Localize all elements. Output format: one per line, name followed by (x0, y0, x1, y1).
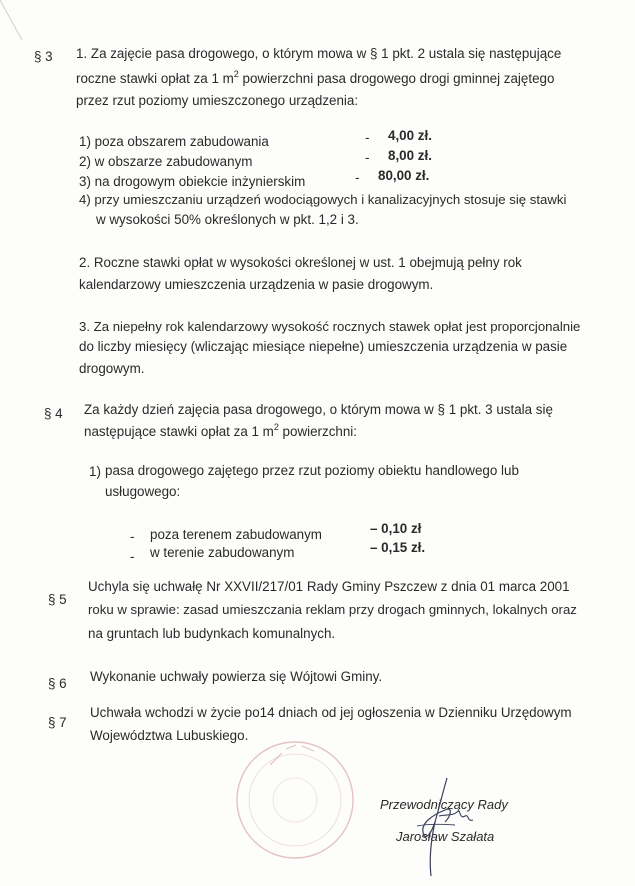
s4-item-1-number: 1) (89, 464, 101, 479)
s3-paragraph-2-line-1: 2. Roczne stawki opłat w wysokości określonej w ust. 1 obejmują pełny rok (79, 255, 522, 270)
s3-item-2-dash: - (365, 150, 370, 165)
page-corner-mark (0, 0, 40, 40)
s5-line-2: roku w sprawie: zasad umieszczania reklam przy drogach gminnych, lokalnych oraz (88, 602, 577, 617)
s3-paragraph-3-line-3: drogowym. (79, 361, 145, 376)
s4-item-1-line-2: usługowego: (105, 484, 181, 499)
signature-name: Jarosław Szałata (396, 829, 495, 844)
s4-sub-1-label: poza terenem zabudowanym (150, 527, 322, 542)
s3-paragraph-1-line-2 (76, 69, 555, 86)
s3-item-1-value: 4,00 zł. (388, 128, 432, 143)
section-4-label: § 4 (44, 406, 63, 421)
section-6-label: § 6 (48, 676, 67, 691)
s4-sub-1-value: – 0,10 zł (370, 521, 422, 536)
s4-line-2-text-cont: powierzchni: (278, 424, 357, 439)
s3-item-4-line-2: w wysokości 50% określonych w pkt. 1,2 i 3. (96, 212, 359, 227)
section-7-label: § 7 (48, 715, 67, 730)
s3-paragraph-1-line-3: przez rzut poziomy umieszczonego urządzenia: (76, 93, 359, 108)
section-5-label: § 5 (48, 592, 67, 607)
s7-line-2: Województwa Lubuskiego. (90, 728, 249, 743)
s3-p1-text: roczne stawki opłat za 1 m (76, 71, 234, 86)
s4-sub-1-bullet: - (130, 529, 135, 544)
signature-title: Przewodniczący Rady (380, 797, 508, 812)
s4-item-1-line-1: pasa drogowego zajętego przez rzut poziomy obiektu handlowego lub (105, 463, 519, 478)
section-3-label: § 3 (34, 49, 53, 64)
s3-p1-text-cont: powierzchni pasa drogowego drogi gminnej zajętego (238, 71, 555, 86)
s3-p1-superscript: 2 (233, 69, 239, 79)
s4-superscript: 2 (273, 422, 279, 432)
official-stamp-icon (230, 735, 360, 865)
s3-paragraph-3-line-2: do liczby miesięcy (wliczając miesiące niepełne) umieszczenia urządzenia w pasie (79, 339, 568, 354)
handwritten-signature-icon (395, 770, 485, 880)
s6-line: Wykonanie uchwały powierza się Wójtowi Gminy. (90, 669, 383, 684)
s4-sub-2-bullet: - (130, 549, 135, 564)
s3-item-3-dash: - (355, 170, 360, 185)
s4-sub-2-label: w terenie zabudowanym (150, 545, 295, 560)
s4-line-2-text: następujące stawki opłat za 1 m (84, 424, 274, 439)
s3-item-2-label: 2) w obszarze zabudowanym (79, 154, 253, 169)
s7-line-1: Uchwała wchodzi w życie po14 dniach od jej ogłoszenia w Dzienniku Urzędowym (90, 705, 572, 720)
s3-item-4-line-1: 4) przy umieszczaniu urządzeń wodociągowych i kanalizacyjnych stosuje się stawki (79, 192, 567, 207)
s3-paragraph-2-line-2: kalendarzowy umieszczenia urządzenia w pasie drogowym. (79, 277, 434, 292)
s3-item-2-value: 8,00 zł. (388, 148, 432, 163)
s4-sub-2-value: – 0,15 zł. (370, 540, 426, 555)
s4-line-1: Za każdy dzień zajęcia pasa drogowego, o którym mowa w § 1 pkt. 3 ustala się (84, 402, 553, 417)
s5-line-3: na gruntach lub budynkach komunalnych. (88, 626, 336, 641)
s5-line-1: Uchyla się uchwałę Nr XXVII/217/01 Rady Gminy Pszczew z dnia 01 marca 2001 (88, 579, 570, 594)
s3-paragraph-1-line-1: 1. Za zajęcie pasa drogowego, o którym mowa w § 1 pkt. 2 ustala się następujące (76, 46, 562, 61)
s3-paragraph-3-line-1: 3. Za niepełny rok kalendarzowy wysokość rocznych stawek opłat jest proporcjonalnie (79, 319, 581, 334)
s3-item-3-label: 3) na drogowym obiekcie inżynierskim (79, 174, 306, 189)
s4-line-2 (84, 422, 357, 439)
s3-item-1-label: 1) poza obszarem zabudowania (79, 134, 269, 149)
s3-item-1-dash: - (365, 130, 370, 145)
s3-item-3-value: 80,00 zł. (378, 168, 430, 183)
